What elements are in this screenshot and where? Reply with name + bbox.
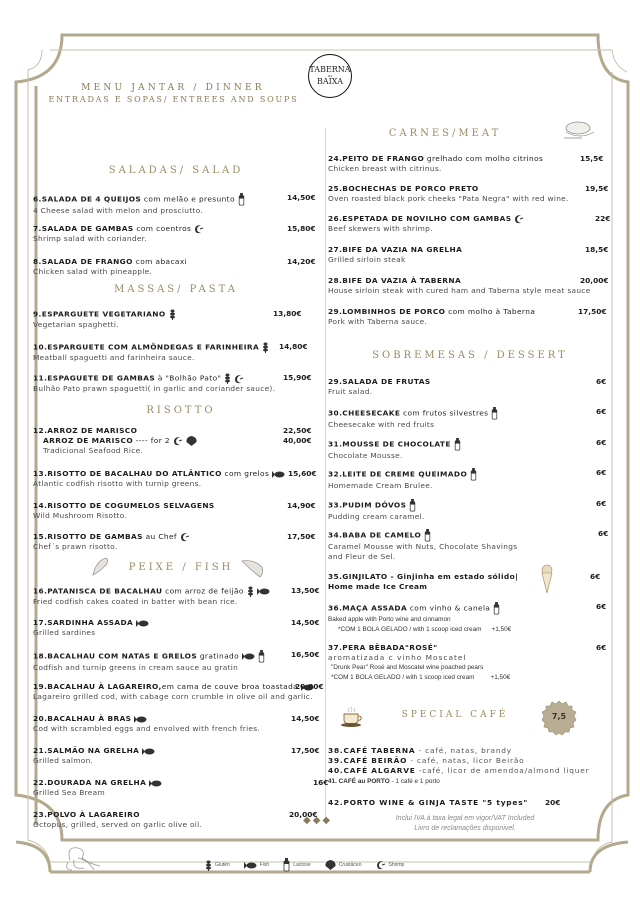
menu-item	[328, 529, 609, 562]
menu-item	[33, 586, 320, 607]
item-price: 14,50€	[291, 618, 320, 627]
legend-shrimp-label: Shrimp	[388, 862, 405, 868]
complaints-notice: Livro de reclamações disponivel.	[414, 825, 516, 832]
item-description: Atlantic codfish risotto with turnip greens.	[33, 479, 202, 488]
item-price: 18,5€	[585, 245, 609, 254]
menu-item	[328, 438, 607, 461]
item-name: 8.SALADA DE FRANGO	[33, 257, 136, 266]
item-description: Grilled Sea Bream	[33, 788, 105, 797]
item-name: 27.BIFE DA VAZIA NA GRELHA	[328, 245, 463, 254]
item-price: 14,90€	[287, 501, 316, 510]
item-description: Homemade Cream Brulee.	[328, 481, 433, 490]
item-extra: ---- for 2	[133, 436, 171, 445]
lactose-icon	[283, 858, 290, 872]
item-price: 14,80€	[279, 342, 308, 351]
item-name: 23.POLVO À LAGAREIRO	[33, 810, 140, 819]
addon-price: +1,50€	[490, 674, 511, 681]
legend-fish	[244, 862, 269, 869]
item-name: 14.RISOTTO DE COGUMELOS SELVAGENS	[33, 501, 215, 510]
legend-fish-label: Fish	[259, 862, 270, 868]
item-description: Pudding cream caramel.	[328, 512, 425, 521]
menu-item	[33, 426, 312, 436]
menu-item	[328, 184, 609, 204]
item-extra: com abacaxi	[135, 257, 188, 266]
item-name: 31.MOUSSE DE CHOCOLATE	[328, 439, 451, 449]
section-title-meat: CARNES/MEAT	[388, 128, 502, 139]
menu-item	[328, 307, 607, 327]
item-name: 16.PATANISCA DE BACALHAU	[33, 586, 163, 596]
addon-label: *COM 1 BOLA GELADO / with 1 scoop iced cream	[338, 626, 482, 633]
menu-title: MENU JANTAR / DINNER	[81, 83, 265, 93]
fish-icon	[136, 618, 149, 627]
legend-lactose-label: Lactose	[293, 862, 311, 868]
gluten-icon	[205, 860, 212, 871]
fish-icon	[272, 469, 285, 478]
item-description: Shrimp salad with coriander.	[33, 234, 147, 243]
section-title-fish: PEIXE / FISH	[128, 562, 234, 573]
item-price: 17,50€	[578, 307, 607, 316]
item-extra: grelhado com molho citrinos	[424, 154, 544, 163]
item-name: 12.ARROZ DE MARISCO	[33, 426, 138, 435]
menu-item	[328, 276, 609, 296]
menu-item	[33, 469, 317, 489]
item-description: Octopus, grilled, served on garlic olive oil.	[33, 820, 203, 829]
lactose-icon	[491, 409, 498, 418]
cafe-name: 41. CAFÉ au PORTO	[328, 778, 390, 785]
menu-item	[328, 643, 607, 683]
legend-crustacean	[325, 860, 362, 870]
item-name: 9.ESPARGUETE VEGETARIANO	[33, 309, 166, 319]
shrimp-icon	[234, 374, 244, 383]
lactose-icon	[424, 531, 431, 540]
item-description: Cod with scrambled eggs and envolved with french fries.	[33, 724, 261, 733]
menu-item	[33, 618, 320, 638]
lactose-icon	[409, 501, 416, 510]
shrimp-icon	[194, 224, 204, 233]
menu-item	[33, 309, 302, 330]
item-description: Oven roasted black pork cheeks "Pata Negra" with red wine.	[328, 194, 569, 203]
item-description: Chef´s prawn risotto.	[33, 542, 118, 551]
menu-item	[328, 468, 607, 491]
meat-illustration	[562, 118, 598, 142]
item-price: 6€	[596, 643, 607, 652]
item-name: 6.SALADA DE 4 QUEIJOS	[33, 194, 142, 204]
item-price: 14,50€	[291, 714, 320, 723]
gluten-icon	[169, 310, 176, 319]
item-name: 22.DOURADA NA GRELHA	[33, 778, 147, 787]
item-description: Pork with Taberna sauce.	[328, 317, 428, 326]
restaurant-logo	[308, 54, 352, 98]
item-description: Chocolate Mousse.	[328, 451, 403, 460]
legend-crustacean-label: Crustáceo	[338, 862, 362, 868]
badge-price: 7,5	[551, 712, 567, 721]
fish-icon	[134, 714, 147, 723]
lactose-icon	[493, 604, 500, 613]
lactose-icon	[238, 195, 245, 204]
item-extra: com coentros	[133, 224, 192, 233]
item-name: 24.PEITO DE FRANGO	[328, 154, 425, 163]
menu-item	[33, 810, 318, 830]
item-description: Grilled sardines	[33, 628, 96, 637]
item-addon-note	[328, 673, 510, 683]
item-price: 15,5€	[580, 154, 604, 163]
item-price: 15,60€	[288, 469, 317, 478]
item-description: Home made Ice Cream	[328, 582, 428, 591]
item-price: 13,50€	[291, 586, 320, 595]
cafe-name: 40.CAFÉ ALGARVE	[328, 766, 416, 775]
menu-item	[33, 650, 320, 673]
item-description: Caramel Mousse with Nuts, Chocolate Shavings	[328, 542, 518, 551]
item-price: 6€	[596, 407, 607, 416]
fish-icon	[142, 746, 155, 755]
legend-lactose	[283, 858, 311, 872]
item-name: 26.ESPETADA DE NOVILHO COM GAMBAS	[328, 214, 512, 223]
item-price: 6€	[596, 377, 607, 386]
menu-item	[328, 499, 607, 522]
item-price: 19,5€	[585, 184, 609, 193]
menu-item	[328, 572, 601, 592]
item-extra: à "Bolhão Pato"	[155, 373, 222, 383]
gluten-icon	[224, 374, 231, 383]
tasting-name: 42.PORTO WINE & GINJA TASTE "5 types"	[328, 798, 529, 807]
item-description: Fruit salad.	[328, 387, 373, 396]
item-name: ARROZ DE MARISCO	[43, 436, 134, 445]
fish-icon	[149, 778, 162, 787]
crustacean-icon	[186, 436, 197, 445]
section-title-pasta: MASSAS/ PASTA	[114, 284, 238, 295]
item-name: 30.CHEESECAKE	[328, 408, 401, 418]
item-description: House sirloin steak with cured ham and Taberna style meat sauce	[328, 286, 591, 295]
logo-mid-text: DA	[327, 74, 333, 78]
menu-item	[33, 746, 320, 766]
item-extra: com melão e presunto	[141, 194, 235, 204]
item-description: Lagareiro grilled cod, with cabage corn crumble in olive oil and garlic.	[33, 692, 313, 701]
crustacean-icon	[325, 860, 336, 870]
fish-icon	[244, 862, 257, 869]
column-divider	[325, 128, 326, 818]
item-name: 19.BACALHAU À LAGAREIRO,	[33, 682, 162, 691]
cafe-detail: - café, natas, licor Beirão	[407, 756, 525, 765]
menu-item	[33, 501, 316, 521]
menu-item	[328, 377, 607, 397]
item-name: 10.ESPARGUETE COM ALMÔNDEGAS E FARINHEIRA	[33, 342, 260, 352]
logo-bottom-text: BAIXA	[316, 77, 343, 86]
item-price: 16€	[313, 778, 329, 787]
section-title-risotto: RISOTTO	[146, 405, 216, 416]
item-price: 6€	[590, 572, 601, 581]
cafe-item	[328, 746, 512, 756]
menu-item	[33, 682, 324, 702]
item-extra: com arroz de feijão	[162, 586, 244, 596]
menu-item	[33, 257, 316, 277]
menu-item	[33, 532, 316, 552]
item-price: 22,50€	[283, 426, 312, 435]
menu-item	[33, 342, 308, 363]
item-extra: com molho à Taberna	[445, 307, 536, 316]
item-name: 7.SALADA DE GAMBAS	[33, 224, 134, 233]
item-price: 20,00€	[295, 682, 324, 691]
item-description: Chicken salad with pineapple.	[33, 267, 153, 276]
item-name: 13.RISOTTO DE BACALHAU DO ATLÂNTICO	[33, 469, 222, 478]
item-price: 14,20€	[287, 257, 316, 266]
item-description: aromatizada c vinho Moscatel	[328, 653, 467, 662]
item-name: 28.BIFE DA VAZIA À TABERNA	[328, 276, 462, 285]
cafe-item	[328, 756, 524, 766]
menu-item	[33, 193, 316, 216]
item-description: 4 Cheese salad with melon and prosciutto.	[33, 206, 203, 215]
cafe-detail: - café, natas, brandy	[415, 746, 512, 755]
section-title-salad: SALADAS/ SALAD	[108, 165, 244, 176]
item-price: 20,00€	[289, 810, 318, 819]
fish-illustration-right	[240, 557, 266, 581]
item-name: 15.RISOTTO DE GAMBAS	[33, 532, 143, 541]
lactose-icon	[454, 440, 461, 449]
item-name: 29.SALADA DE FRUTAS	[328, 377, 431, 386]
cafe-item	[328, 777, 440, 787]
item-description-en: "Drunk Pear" Rosé and Moscatel wine poached pears	[331, 664, 484, 671]
addon-label: *COM 1 BOLA GELADO / with 1 scoop iced cream	[331, 674, 475, 681]
cafe-detail: -café, licor de amendoa/almond liquer	[415, 766, 590, 775]
item-price: 14,50€	[287, 193, 316, 202]
menu-item	[328, 214, 611, 234]
gluten-icon	[247, 587, 254, 596]
legend-shrimp	[376, 860, 405, 870]
menu-item	[328, 154, 604, 174]
shrimp-icon	[514, 214, 524, 223]
cafe-name: 39.CAFÉ BEIRÃO	[328, 756, 408, 765]
item-price: 6€	[596, 602, 607, 611]
lactose-icon	[470, 470, 477, 479]
menu-item	[33, 714, 320, 734]
item-price: 6€	[596, 438, 607, 447]
item-name: 34.BABA DE CAMELO	[328, 530, 422, 540]
gluten-icon	[262, 343, 269, 352]
menu-item	[33, 778, 329, 798]
item-price: 6€	[596, 468, 607, 477]
item-description: Meatball spaguetti and farinheira sauce.	[33, 353, 195, 362]
item-extra: gratinado	[197, 651, 240, 661]
item-description: Cheesecake with red fruits	[328, 420, 435, 429]
item-addon-note	[328, 625, 511, 635]
item-description: Fried codfish cakes coated in batter with bean rice.	[33, 597, 238, 606]
item-description: Grilled salmon.	[33, 756, 94, 765]
shrimp-icon	[173, 436, 183, 445]
decorative-diamonds: ◆◆◆	[303, 815, 333, 826]
item-price: 40,00€	[283, 436, 312, 445]
menu-item	[43, 436, 312, 456]
item-description: Wild Mushroom Risotto.	[33, 511, 128, 520]
menu-item	[328, 407, 607, 430]
item-extra: au Chef	[142, 532, 177, 541]
item-description: Grilled sirloin steak	[328, 255, 406, 264]
item-name: 25.BOCHECHAS DE PORCO PRETO	[328, 184, 479, 193]
item-extra: com grelos	[221, 469, 270, 478]
fish-icon	[242, 652, 255, 661]
tasting-price: 20€	[545, 798, 561, 807]
cafe-detail: - 1 café e 1 porto	[389, 778, 440, 785]
item-price: 15,90€	[283, 373, 312, 382]
item-description: Tradicional Seafood Rice.	[43, 446, 144, 455]
logo-top-text: TABERNA	[309, 65, 351, 74]
cafe-name: 38.CAFÉ TABERNA	[328, 746, 416, 755]
menu-item	[328, 245, 609, 265]
shrimp-icon	[180, 532, 190, 541]
item-name: 17.SARDINHA ASSADA	[33, 618, 134, 627]
item-description: Bulhão Pato prawn spaguetti( in garlic and coriander sauce).	[33, 384, 276, 393]
item-name: 18.BACALHAU COM NATAS E GRELOS	[33, 651, 198, 661]
item-price: 6€	[596, 499, 607, 508]
item-price: 22€	[595, 214, 611, 223]
item-price: 16,50€	[291, 650, 320, 659]
item-name: 37.PERA BÊBADA"ROSÉ"	[328, 643, 438, 652]
item-description: Baked apple with Porto wine and cinnamon	[328, 616, 451, 623]
shrimp-icon	[376, 860, 386, 870]
menu-item	[33, 373, 312, 394]
item-extra: em cama de couve broa toastada	[161, 682, 299, 691]
item-price: 20,00€	[580, 276, 609, 285]
fish-icon	[257, 587, 270, 596]
item-name: 33.PUDIM DÓVOS	[328, 500, 407, 510]
item-name: 35.GINJILATO - Ginjinha em estado sólido|	[328, 572, 519, 581]
fish-illustration-left	[90, 555, 114, 579]
octopus-illustration	[60, 842, 106, 872]
item-price: 6€	[598, 529, 609, 538]
cafe-item	[328, 766, 589, 776]
item-extra: com frutos silvestres	[400, 408, 489, 418]
tasting-item	[328, 798, 561, 808]
item-description-cont: and Fleur de Sel.	[328, 552, 396, 561]
coffee-cup-illustration	[340, 706, 366, 728]
menu-subtitle: ENTRADAS E SOPAS/ ENTREES AND SOUPS	[48, 95, 299, 104]
allergen-legend	[205, 858, 412, 872]
legend-gluten	[205, 860, 230, 871]
item-description: Beef skewers with shrimp.	[328, 224, 433, 233]
item-name: 36.MAÇA ASSADA	[328, 603, 408, 613]
addon-price: +1,50€	[491, 626, 512, 633]
cafe-price-badge	[541, 700, 577, 736]
item-name: 20.BACALHAU À BRAS	[33, 714, 132, 723]
lactose-icon	[258, 652, 265, 661]
item-price: 17,50€	[287, 532, 316, 541]
item-price: 17,50€	[291, 746, 320, 755]
item-name: 32.LEITE DE CREME QUEIMADO	[328, 469, 468, 479]
section-title-dessert: SOBREMESAS / DESSERT	[372, 350, 568, 361]
vat-notice: Inclui IVA à taxa legal em vigor/VAT Included	[395, 815, 535, 822]
item-name: 29.LOMBINHOS DE PORCO	[328, 307, 446, 316]
ice-cream-illustration	[541, 564, 553, 594]
item-name: 11.ESPAGUETE DE GAMBAS	[33, 373, 156, 383]
item-description: Codfish and turnip greens in cream sauce au gratin	[33, 663, 239, 672]
menu-item	[33, 224, 316, 244]
section-title-cafe: SPECIAL CAFÉ	[401, 710, 509, 720]
item-price: 15,80€	[287, 224, 316, 233]
item-description: Vegetarian spaghetti.	[33, 320, 119, 329]
legend-gluten-label: Glutén	[215, 862, 230, 868]
item-price: 13,80€	[273, 309, 302, 318]
menu-item	[328, 602, 607, 635]
item-name: 21.SALMÃO NA GRELHA	[33, 746, 140, 755]
item-extra: com vinho & canela	[407, 603, 491, 613]
item-description: Chicken breast with citrinus.	[328, 164, 442, 173]
